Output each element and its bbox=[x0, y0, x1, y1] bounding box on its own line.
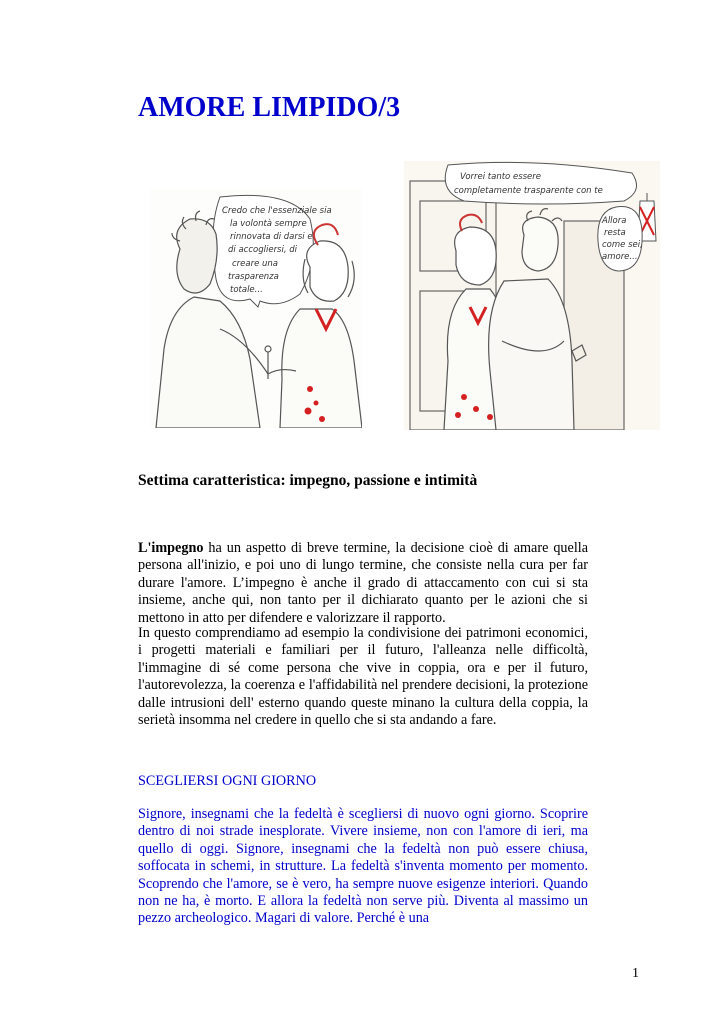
section-subtitle: Settima caratteristica: impegno, passione e intimità bbox=[138, 472, 478, 489]
bubble-line: completamente trasparente con te bbox=[454, 186, 603, 196]
bubble-line: resta bbox=[604, 228, 626, 238]
bubble-line: trasparenza bbox=[228, 272, 279, 282]
illustration-left bbox=[150, 189, 362, 428]
bubble-line: Allora bbox=[602, 216, 627, 226]
paragraph-text: ha un aspetto di breve termine, la decisione cioè di amare quella persona all'inizio, e poi uno di lungo termine, che consiste nella cura per far durare l'amore. L’impegno è anche il grado di attaccamento con cui si sta insieme, anche qui, non tanto per il dichiarato quanto per le azioni che si mettono in atto per difendere e valorizzare il rapporto. bbox=[138, 540, 588, 626]
bubble-line: Credo che l'essenziale sia bbox=[222, 206, 332, 216]
bubble-line: Vorrei tanto essere bbox=[460, 172, 542, 182]
paragraph-prayer: Signore, insegnami che la fedeltà è scegliersi di nuovo ogni giorno. Scoprire dentro di noi strade inesplorate. Vivere insieme, non con l'amore di ieri, ma quello di oggi. Signore, insegnami che la fedeltà non può essere chiusa, soffocata in schemi, in strutture. La fedeltà s'inventa momento per momento. Scoprendo che l'amore, se è vero, ha sempre nuove esigenze interiori. Quando non ne ha, è morto. E allora la fedeltà non serve più. Diventa al massimo un pezzo archeologico. Magari di valore. Perché è una bbox=[138, 806, 588, 927]
page-title: AMORE LIMPIDO/3 bbox=[138, 92, 401, 123]
bubble-line: rinnovata di darsi e bbox=[230, 232, 313, 242]
bold-lead: L'impegno bbox=[138, 540, 204, 556]
paragraph-examples: In questo comprendiamo ad esempio la condivisione dei patrimoni economici, i progetti materiali e familiari per il futuro, l'alleanza nelle difficoltà, l'immagine di sé come persona che vive in coppia, ora e per il futuro, l'autorevolezza, la coerenza e l'affidabilità nel prendere decisioni, la protezione dalle intrusioni dell' esterno quando queste minano la cultura della coppia, la serietà insomma nel credere in quello che si sta andando a fare. bbox=[138, 625, 588, 729]
bubble-line: come sei, bbox=[602, 240, 643, 250]
bubble-line: amore... bbox=[602, 252, 638, 262]
page-number: 1 bbox=[632, 966, 639, 981]
bubble-line: di accogliersi, di bbox=[228, 245, 298, 255]
bubble-line: creare una bbox=[232, 259, 279, 269]
bubble-line: la volontà sempre bbox=[230, 219, 307, 229]
illustration-right bbox=[404, 161, 660, 430]
bubble-line: totale... bbox=[230, 285, 263, 295]
paragraph-impegno bbox=[138, 540, 588, 627]
section-heading: SCEGLIERSI OGNI GIORNO bbox=[138, 773, 317, 789]
